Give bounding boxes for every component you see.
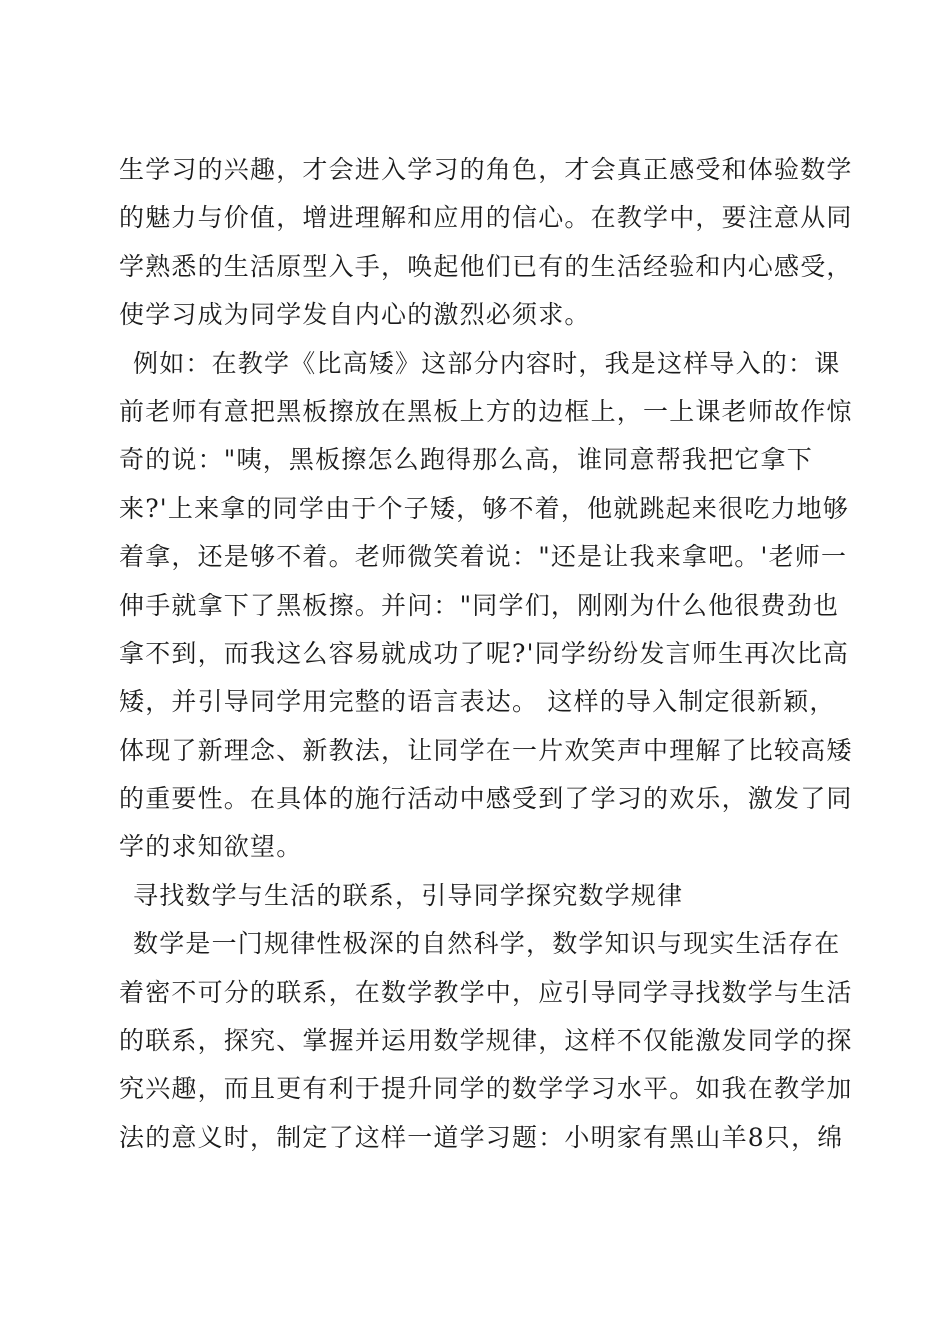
document-body (119, 146, 853, 1162)
text-line: 学熟悉的生活原型入手，唤起他们已有的生活经验和内心感受， (119, 251, 853, 281)
text-line: 究兴趣，而且更有利于提升同学的数学学习水平。如我在教学加 (119, 1074, 853, 1104)
text-line: 来?'上来拿的同学由于个子矮，够不着，他就跳起来很吃力地够 (119, 493, 850, 523)
text-line: 生学习的兴趣，才会进入学习的角色，才会真正感受和体验数学 (119, 155, 853, 184)
paragraph-start-line: 数学是一门规律性极深的自然科学，数学知识与现实生活存在 (133, 929, 841, 959)
text-line: 法的意义时，制定了这样一道学习题：小明家有黑山羊8只，绵 (119, 1122, 844, 1152)
text-line: 前老师有意把黑板擦放在黑板上方的边框上，一上课老师故作惊 (119, 396, 853, 426)
section-heading: 寻找数学与生活的联系，引导同学探究数学规律 (133, 880, 684, 910)
text-line: 学的求知欲望。 (119, 832, 303, 862)
text-line: 伸手就拿下了黑板擦。并问："同学们，刚刚为什么他很费劲也 (119, 590, 840, 620)
text-line: 体现了新理念、新教法，让同学在一片欢笑声中理解了比较高矮 (119, 735, 853, 765)
text-line: 的魅力与价值，增进理解和应用的信心。在教学中，要注意从同 (119, 203, 853, 233)
text-line: 使学习成为同学发自内心的激烈必须求。 (119, 300, 591, 330)
text-line: 着密不可分的联系，在数学教学中，应引导同学寻找数学与生活 (119, 977, 853, 1007)
paragraph-start-line: 例如：在教学《比高矮》这部分内容时，我是这样导入的：课 (133, 348, 841, 378)
text-line: 矮，并引导同学用完整的语言表达。 这样的导入制定很新颖， (119, 687, 836, 717)
text-line: 着拿，还是够不着。老师微笑着说："还是让我来拿吧。'老师一 (119, 542, 848, 572)
text-line: 奇的说："咦，黑板擦怎么跑得那么高，谁同意帮我把它拿下 (119, 445, 813, 475)
text-line: 的联系，探究、掌握并运用数学规律，这样不仅能激发同学的探 (119, 1026, 853, 1056)
text-line: 的重要性。在具体的施行活动中感受到了学习的欢乐，激发了同 (119, 784, 853, 814)
text-line: 拿不到，而我这么容易就成功了呢?'同学纷纷发言师生再次比高 (119, 638, 850, 668)
